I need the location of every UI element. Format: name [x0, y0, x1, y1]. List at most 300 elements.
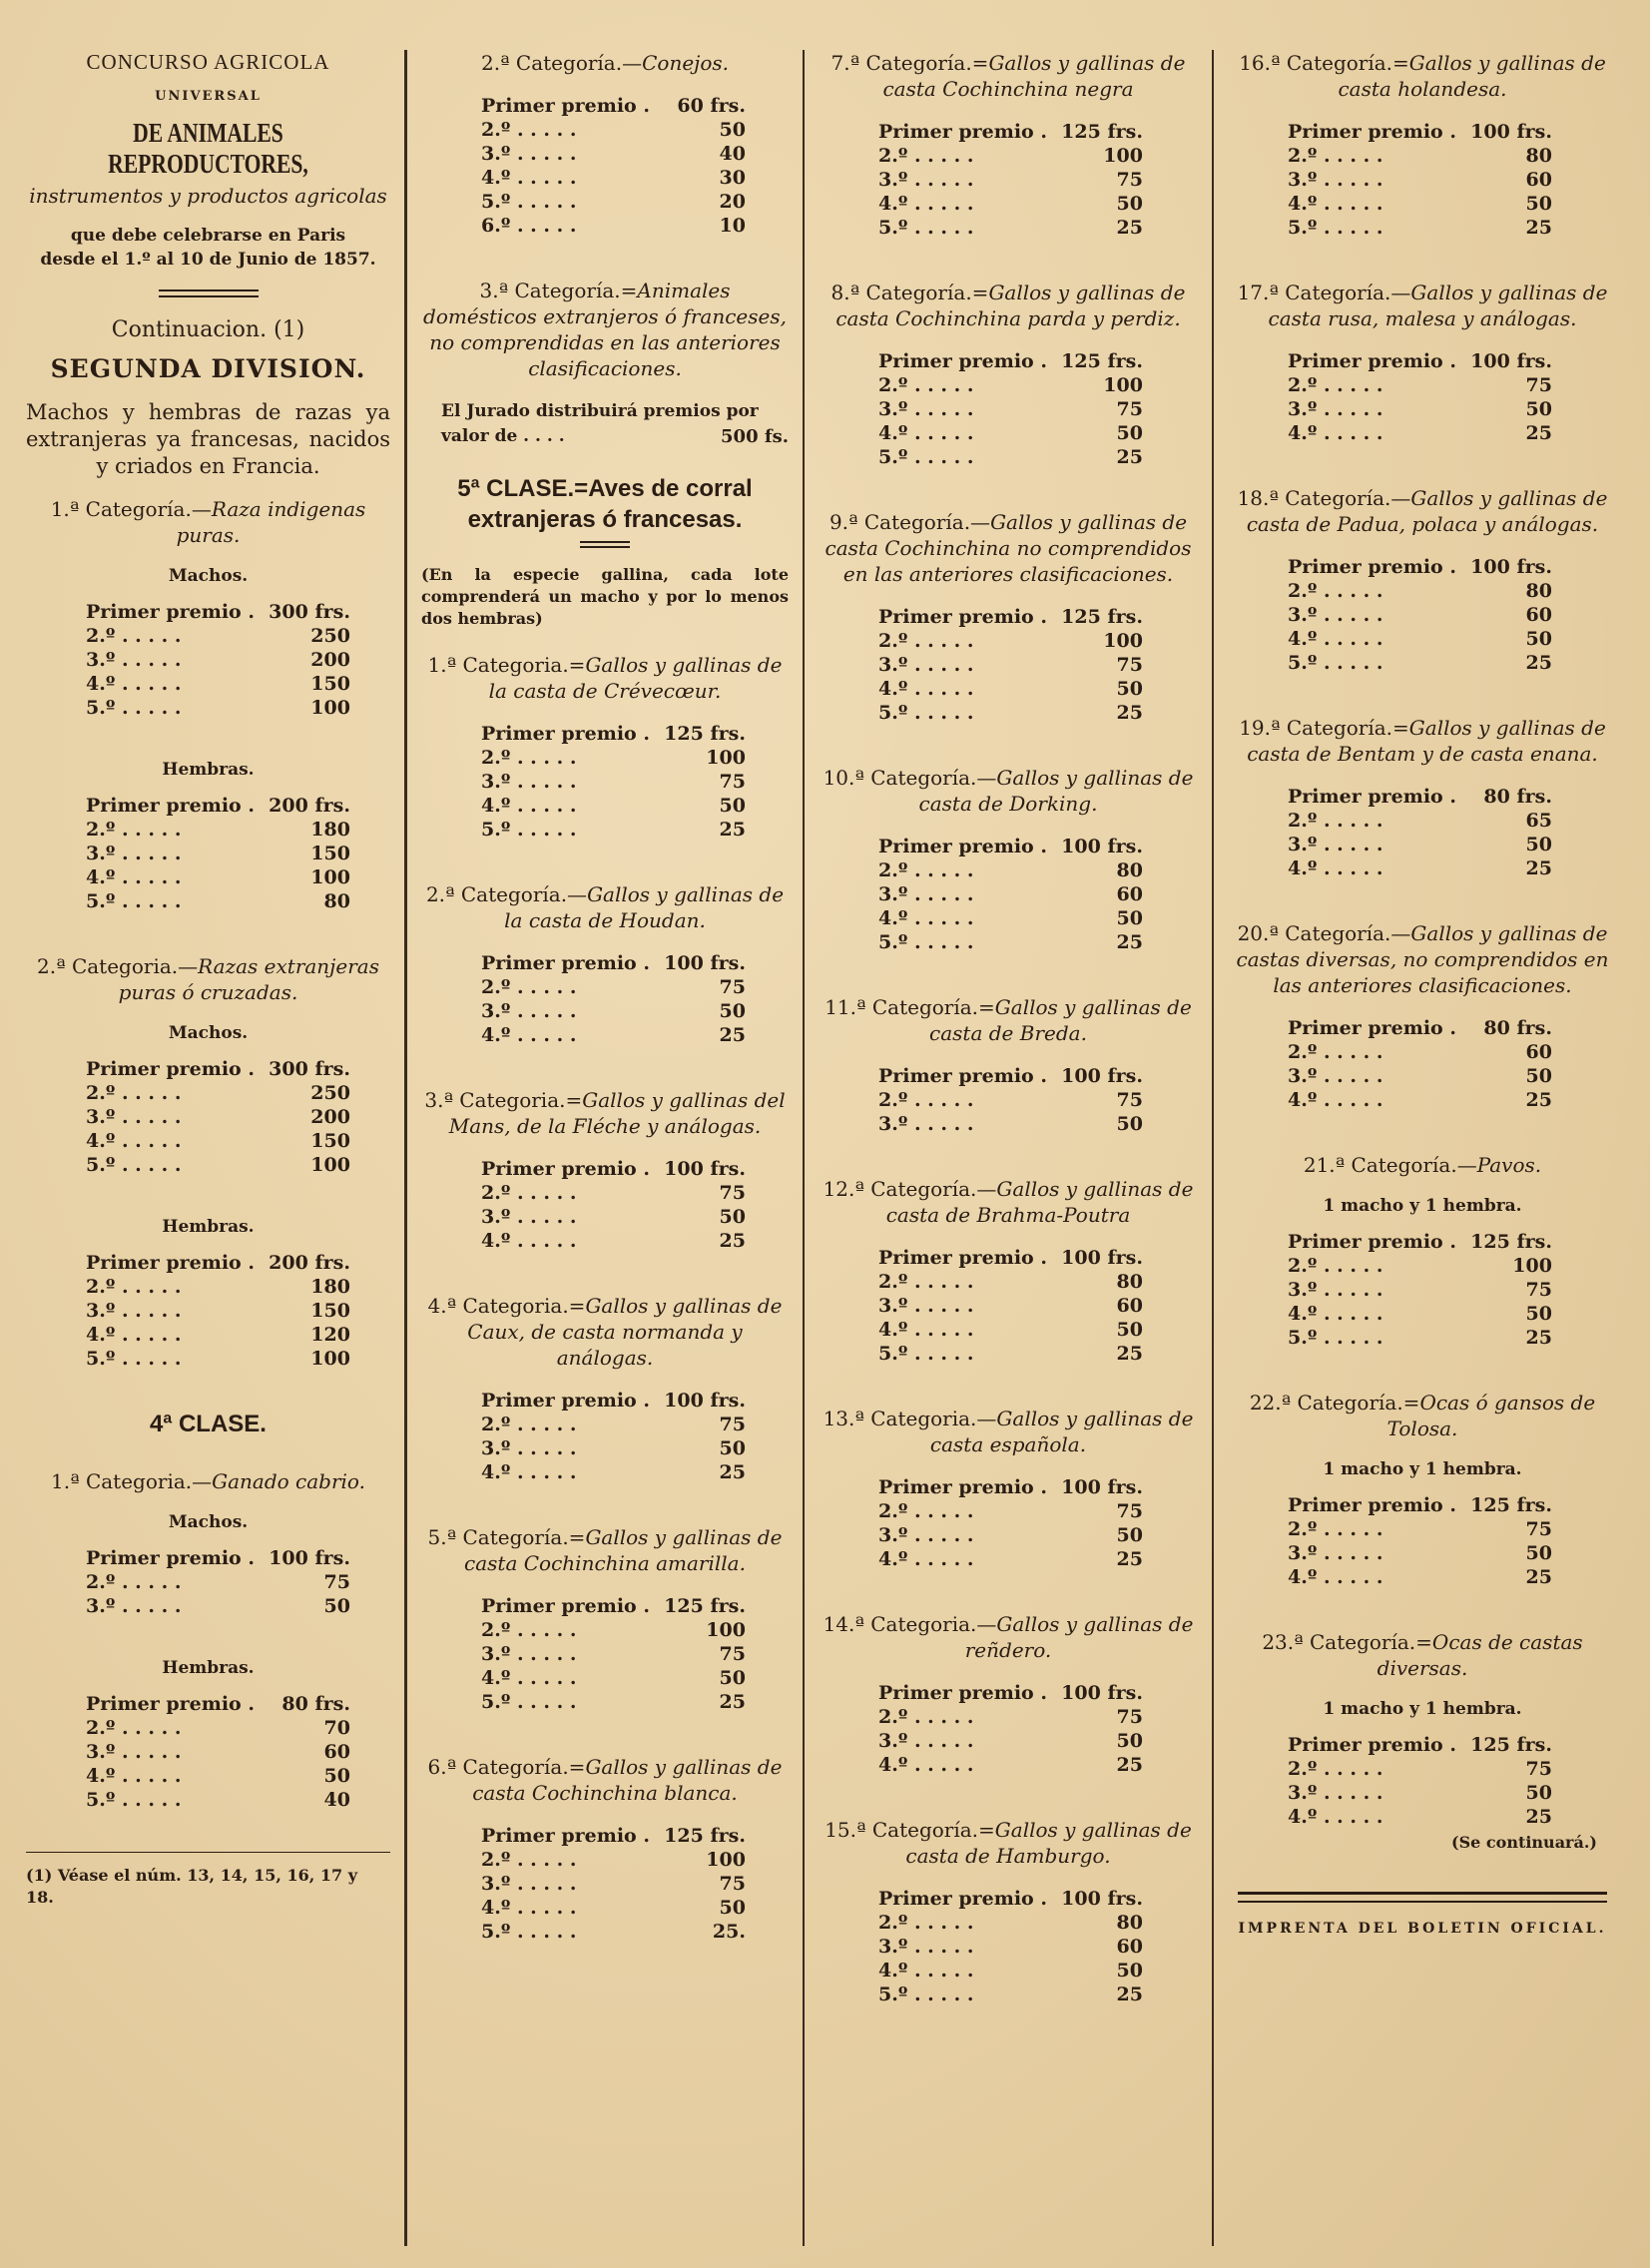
prize-table: [1288, 1016, 1552, 1112]
prize-row: [86, 1546, 350, 1570]
lot-composition: 1 macho y 1 hembra.: [1323, 1459, 1522, 1479]
clase-5-heading: 5ª CLASE.=Aves de corral extranjeras ó francesas.: [457, 475, 753, 533]
prize-row: [481, 1460, 746, 1484]
hembras-label: Hembras.: [162, 1217, 255, 1237]
prize-table: [878, 835, 1143, 954]
prize-place: Primer premio .: [481, 723, 650, 745]
prize-table: [878, 349, 1143, 469]
category-heading: 20.ª Categoría.—Gallos y gallinas de castas diversas, no comprendidos en las anteriores clasificaciones.: [1236, 921, 1609, 997]
category-heading: 22.ª Categoría.=Ocas ó gansos de Tolosa.: [1249, 1391, 1596, 1440]
prize-row: [1288, 120, 1552, 144]
prize-table: [86, 1546, 350, 1618]
prize-place: 6.º . . . . .: [481, 215, 577, 237]
prize-amount: 50: [719, 1437, 746, 1459]
prize-row: [878, 1064, 1143, 1088]
prize-table: [1288, 1230, 1552, 1350]
prize-amount: 75: [1116, 1706, 1143, 1728]
machos-label: Machos.: [168, 1023, 249, 1043]
prize-amount: 25: [1525, 652, 1552, 674]
prize-row: [878, 930, 1143, 954]
prize-amount: 50: [1116, 1524, 1143, 1546]
prize-row: [878, 144, 1143, 168]
prize-amount: 50: [1116, 422, 1143, 444]
prize-row: [481, 1690, 746, 1714]
prize-place: 2.º . . . . .: [878, 1089, 974, 1111]
prize-row: [481, 1666, 746, 1690]
prize-row: [878, 1959, 1143, 1983]
prize-amount: 150: [310, 673, 350, 695]
prize-place: 3.º . . . . .: [878, 398, 974, 420]
prize-table: [86, 794, 350, 913]
prize-amount: 80: [1116, 859, 1143, 881]
header-line-5: que debe celebrarse en Paris: [70, 226, 346, 246]
jury-text: El Jurado distribuirá premios por valor de . . . . 500 fs.: [441, 401, 789, 447]
prize-row: [1288, 785, 1552, 809]
prize-amount: 80 frs.: [1483, 786, 1552, 808]
prize-row: [481, 1436, 746, 1460]
prize-place: Primer premio .: [1288, 1231, 1456, 1253]
prize-place: 3.º . . . . .: [878, 1113, 974, 1135]
prize-amount: 125 frs.: [664, 1825, 746, 1847]
prize-row: [878, 1475, 1143, 1499]
hembras-label: Hembras.: [162, 760, 255, 780]
prize-row: [1288, 1254, 1552, 1278]
prize-row: [86, 600, 350, 624]
prize-row: [1288, 1757, 1552, 1781]
prize-row: [1288, 421, 1552, 445]
prize-amount: 65: [1525, 810, 1552, 832]
prize-amount: 100 frs.: [1470, 121, 1552, 143]
prize-row: [1288, 833, 1552, 856]
prize-amount: 250: [310, 625, 350, 647]
prize-place: 5.º . . . . .: [1288, 1327, 1383, 1349]
prize-amount: 150: [310, 1300, 350, 1322]
header-line-2: UNIVERSAL: [155, 89, 262, 104]
prize-place: 4.º . . . . .: [878, 1548, 974, 1570]
prize-place: 2.º . . . . .: [1288, 810, 1383, 832]
prize-place: 4.º . . . . .: [86, 866, 182, 888]
prize-row: [1288, 1088, 1552, 1112]
prize-place: 3.º . . . . .: [481, 1873, 577, 1895]
prize-place: 4.º . . . . .: [86, 1324, 182, 1346]
prize-table: [481, 94, 746, 238]
header-line-3: DE ANIMALES REPRODUCTORES,: [108, 118, 308, 179]
prize-place: 5.º . . . . .: [878, 217, 974, 239]
prize-row: [1288, 1326, 1552, 1350]
prize-row: [481, 214, 746, 238]
prize-row: [1288, 627, 1552, 651]
prize-place: 4.º . . . . .: [1288, 422, 1383, 444]
prize-row: [481, 142, 746, 166]
prize-place: Primer premio .: [878, 1476, 1047, 1498]
prize-row: [86, 1788, 350, 1812]
prize-row: [878, 1246, 1143, 1270]
prize-row: [86, 1129, 350, 1153]
prize-row: [1288, 373, 1552, 397]
prize-row: [878, 1112, 1143, 1136]
prize-amount: 40: [323, 1789, 350, 1811]
prize-place: Primer premio .: [481, 1158, 650, 1180]
prize-amount: 25: [1116, 1343, 1143, 1365]
lot-composition: 1 macho y 1 hembra.: [1323, 1699, 1522, 1719]
prize-amount: 50: [719, 1897, 746, 1919]
prize-place: Primer premio .: [878, 606, 1047, 628]
prize-amount: 100: [706, 1619, 746, 1641]
column-1: [12, 50, 407, 2246]
prize-place: 4.º . . . . .: [86, 1130, 182, 1152]
prize-row: [878, 835, 1143, 858]
prize-row: [878, 168, 1143, 192]
prize-amount: 60: [1525, 604, 1552, 626]
prize-place: 4.º . . . . .: [878, 678, 974, 700]
prize-amount: 80: [1116, 1912, 1143, 1934]
prize-row: [1288, 1541, 1552, 1565]
prize-amount: 100: [1103, 145, 1143, 167]
prize-place: 3.º . . . . .: [86, 1106, 182, 1128]
prize-place: 3.º . . . . .: [878, 1524, 974, 1546]
prize-row: [878, 1705, 1143, 1729]
category-heading: 9.ª Categoría.—Gallos y gallinas de casta Cochinchina no comprendidos en las anteriores clasificaciones.: [825, 510, 1192, 586]
prize-row: [481, 1618, 746, 1642]
prize-row: [481, 1642, 746, 1666]
prize-place: 3.º . . . . .: [86, 1300, 182, 1322]
prize-place: Primer premio .: [878, 1682, 1047, 1704]
prize-place: 4.º . . . . .: [481, 795, 577, 817]
prize-row: [878, 701, 1143, 725]
prize-amount: 80 frs.: [1483, 1017, 1552, 1039]
prize-amount: 50: [719, 119, 746, 141]
prize-amount: 100 frs.: [1061, 1888, 1143, 1910]
prize-amount: 100 frs.: [1061, 1682, 1143, 1704]
prize-row: [878, 120, 1143, 144]
prize-amount: 125 frs.: [1061, 350, 1143, 372]
prize-row: [481, 1023, 746, 1047]
prize-amount: 50: [1116, 1113, 1143, 1135]
prize-table: [1288, 1733, 1552, 1829]
category-heading: 14.ª Categoria.—Gallos y gallinas de reñdero.: [823, 1612, 1194, 1662]
prize-place: Primer premio .: [1288, 556, 1456, 578]
prize-amount: 75: [719, 1873, 746, 1895]
prize-amount: 150: [310, 843, 350, 864]
prize-row: [86, 818, 350, 842]
prize-amount: 80: [1525, 145, 1552, 167]
prize-place: 5.º . . . . .: [878, 1984, 974, 2005]
prize-place: 5.º . . . . .: [481, 191, 577, 213]
prize-place: 2.º . . . . .: [86, 1717, 182, 1739]
prize-amount: 100 frs.: [1470, 350, 1552, 372]
prize-place: 3.º . . . . .: [481, 1437, 577, 1459]
prize-row: [481, 975, 746, 999]
prize-amount: 50: [1116, 1960, 1143, 1982]
prize-row: [481, 1824, 746, 1848]
prize-place: 5.º . . . . .: [86, 697, 182, 719]
prize-amount: 50: [1525, 834, 1552, 855]
prize-row: [86, 1594, 350, 1618]
prize-place: 4.º . . . . .: [878, 1319, 974, 1341]
prize-row: [1288, 856, 1552, 880]
category-heading: 1.ª Categoria.—Ganado cabrio.: [51, 1469, 365, 1493]
prize-place: 3.º . . . . .: [481, 1000, 577, 1022]
prize-table: [1288, 785, 1552, 880]
prize-place: 2.º . . . . .: [481, 1619, 577, 1641]
prize-table: [878, 605, 1143, 725]
prize-amount: 50: [1525, 1782, 1552, 1804]
category-heading: 15.ª Categoría.=Gallos y gallinas de casta de Hamburgo.: [825, 1818, 1192, 1868]
prize-amount: 60: [1525, 169, 1552, 191]
column-2: [407, 50, 803, 2246]
prize-table: [481, 1157, 746, 1253]
prize-row: [86, 1347, 350, 1371]
prize-place: Primer premio .: [1288, 786, 1456, 808]
prize-table: [481, 1594, 746, 1714]
prize-amount: 120: [310, 1324, 350, 1346]
prize-amount: 25: [719, 1230, 746, 1252]
prize-table: [86, 1251, 350, 1371]
prize-place: 3.º . . . . .: [481, 1206, 577, 1228]
prize-amount: 250: [310, 1082, 350, 1104]
prize-row: [481, 1896, 746, 1920]
prize-amount: 50: [719, 795, 746, 817]
prize-row: [878, 1523, 1143, 1547]
prize-row: [878, 677, 1143, 701]
prize-row: [1288, 1805, 1552, 1829]
hembras-label: Hembras.: [162, 1658, 255, 1678]
prize-place: Primer premio .: [481, 95, 650, 117]
prize-row: [1288, 603, 1552, 627]
prize-place: 2.º . . . . .: [1288, 1518, 1383, 1540]
prize-place: 3.º . . . . .: [481, 1643, 577, 1665]
prize-amount: 100: [1512, 1255, 1552, 1277]
double-rule-small: [580, 541, 630, 548]
prize-place: 5.º . . . . .: [1288, 652, 1383, 674]
prize-amount: 125 frs.: [664, 723, 746, 745]
prize-place: 2.º . . . . .: [481, 976, 577, 998]
prize-row: [878, 373, 1143, 397]
machos-label: Machos.: [168, 1512, 249, 1532]
header-line-4: instrumentos y productos agricolas: [29, 184, 387, 208]
prize-row: [86, 842, 350, 865]
prize-amount: 75: [1116, 1500, 1143, 1522]
prize-row: [1288, 216, 1552, 240]
prize-amount: 80 frs.: [281, 1693, 350, 1715]
prize-row: [878, 216, 1143, 240]
prize-amount: 100: [310, 1154, 350, 1176]
prize-row: [878, 906, 1143, 930]
prize-amount: 50: [1116, 678, 1143, 700]
prize-amount: 150: [310, 1130, 350, 1152]
prize-table: [481, 951, 746, 1047]
prize-amount: 50: [1525, 1542, 1552, 1564]
prize-place: 4.º . . . . .: [1288, 628, 1383, 650]
se-continuara: (Se continuará.): [1451, 1833, 1597, 1852]
prize-place: 5.º . . . . .: [878, 1343, 974, 1365]
prize-row: [878, 629, 1143, 653]
prize-amount: 25: [1116, 1984, 1143, 2005]
prize-amount: 25: [719, 819, 746, 841]
prize-amount: 80: [1116, 1271, 1143, 1293]
prize-row: [86, 1692, 350, 1716]
prize-amount: 80: [323, 890, 350, 912]
prize-row: [86, 1570, 350, 1594]
prize-table: [1288, 555, 1552, 675]
prize-row: [481, 1157, 746, 1181]
prize-row: [481, 1205, 746, 1229]
prize-row: [878, 1547, 1143, 1571]
category-heading: 3.ª Categoria.=Gallos y gallinas del Mans, de la Fléche y análogas.: [424, 1088, 786, 1138]
prize-row: [878, 858, 1143, 882]
prize-amount: 75: [1525, 1518, 1552, 1540]
prize-amount: 50: [1116, 907, 1143, 929]
end-rule: [1238, 1892, 1607, 1903]
prize-amount: 75: [1116, 169, 1143, 191]
prize-place: 2.º . . . . .: [481, 1414, 577, 1435]
prize-amount: 60 frs.: [677, 95, 746, 117]
prize-place: 2.º . . . . .: [1288, 145, 1383, 167]
prize-amount: 50: [1116, 193, 1143, 215]
category-heading: 18.ª Categoría.—Gallos y gallinas de casta de Padua, polaca y análogas.: [1237, 486, 1608, 536]
prize-row: [481, 746, 746, 770]
prize-place: 2.º . . . . .: [86, 1082, 182, 1104]
prize-place: 3.º . . . . .: [1288, 604, 1383, 626]
prize-place: 3.º . . . . .: [1288, 834, 1383, 855]
prize-place: 5.º . . . . .: [86, 1154, 182, 1176]
prize-row: [1288, 349, 1552, 373]
prize-amount: 25: [1525, 1806, 1552, 1828]
prize-amount: 25: [1116, 1548, 1143, 1570]
lot-composition: 1 macho y 1 hembra.: [1323, 1196, 1522, 1216]
category-heading: 7.ª Categoría.=Gallos y gallinas de casta Cochinchina negra: [830, 51, 1186, 101]
prize-place: 5.º . . . . .: [481, 1691, 577, 1713]
prize-place: 4.º . . . . .: [481, 1667, 577, 1689]
prize-place: 2.º . . . . .: [481, 1849, 577, 1871]
prize-row: [878, 397, 1143, 421]
prize-place: 3.º . . . . .: [878, 1295, 974, 1317]
category-heading: 2.ª Categoria.—Razas extranjeras puras ó cruzadas.: [37, 954, 379, 1004]
prize-row: [86, 1251, 350, 1275]
category-heading: 4.ª Categoria.=Gallos y gallinas de Caux, de casta normanda y análogas.: [427, 1294, 783, 1370]
prize-amount: 50: [323, 1765, 350, 1787]
prize-amount: 50: [719, 1206, 746, 1228]
prize-place: 3.º . . . . .: [481, 143, 577, 165]
prize-place: Primer premio .: [481, 1390, 650, 1412]
prize-row: [481, 1181, 746, 1205]
prize-place: 3.º . . . . .: [1288, 1782, 1383, 1804]
prize-place: 4.º . . . . .: [481, 167, 577, 189]
prize-amount: 25: [719, 1024, 746, 1046]
prize-table: [86, 600, 350, 720]
prize-amount: 100: [310, 697, 350, 719]
prize-place: Primer premio .: [481, 1825, 650, 1847]
prize-amount: 75: [719, 1643, 746, 1665]
prize-place: Primer premio .: [878, 1888, 1047, 1910]
prize-row: [878, 1270, 1143, 1294]
prize-place: 4.º . . . . .: [878, 422, 974, 444]
prize-table: [878, 1475, 1143, 1571]
prize-row: [1288, 1016, 1552, 1040]
prize-place: 3.º . . . . .: [1288, 169, 1383, 191]
prize-place: 5.º . . . . .: [878, 702, 974, 724]
prize-place: Primer premio .: [1288, 350, 1456, 372]
prize-row: [481, 94, 746, 118]
prize-amount: 25: [719, 1461, 746, 1483]
prize-place: 2.º . . . . .: [1288, 374, 1383, 396]
prize-amount: 75: [719, 771, 746, 793]
prize-place: 2.º . . . . .: [878, 1500, 974, 1522]
prize-amount: 75: [719, 1414, 746, 1435]
prize-place: Primer premio .: [86, 1547, 255, 1569]
prize-amount: 100 frs.: [269, 1547, 350, 1569]
prize-amount: 125 frs.: [1470, 1494, 1552, 1516]
prize-place: 2.º . . . . .: [878, 1706, 974, 1728]
category-heading: 21.ª Categoría.—Pavos.: [1303, 1153, 1542, 1177]
prize-place: Primer premio .: [1288, 121, 1456, 143]
prize-amount: 100 frs.: [664, 1158, 746, 1180]
prize-amount: 50: [1525, 398, 1552, 420]
prize-place: 5.º . . . . .: [878, 446, 974, 468]
prize-place: 4.º . . . . .: [1288, 1303, 1383, 1325]
prize-place: 4.º . . . . .: [481, 1897, 577, 1919]
machos-label: Machos.: [168, 566, 249, 586]
prize-place: 5.º . . . . .: [86, 1789, 182, 1811]
prize-amount: 75: [719, 976, 746, 998]
prize-place: 4.º . . . . .: [878, 193, 974, 215]
prize-row: [878, 1318, 1143, 1342]
prize-amount: 25: [1116, 931, 1143, 953]
prize-table: [878, 1064, 1143, 1136]
prize-row: [86, 672, 350, 696]
footnote-rule: [26, 1852, 390, 1853]
prize-row: [1288, 809, 1552, 833]
prize-amount: 25: [1116, 702, 1143, 724]
prize-place: 4.º . . . . .: [878, 907, 974, 929]
prize-amount: 25: [1525, 217, 1552, 239]
prize-amount: 50: [1525, 193, 1552, 215]
prize-row: [1288, 144, 1552, 168]
prize-row: [86, 1716, 350, 1740]
prize-table: [878, 1887, 1143, 2006]
prize-place: 2.º . . . . .: [878, 1912, 974, 1934]
prize-amount: 125 frs.: [664, 1595, 746, 1617]
prize-amount: 100: [1103, 630, 1143, 652]
prize-row: [1288, 168, 1552, 192]
prize-place: Primer premio .: [1288, 1494, 1456, 1516]
prize-amount: 80: [1525, 580, 1552, 602]
prize-amount: 25: [1116, 1754, 1143, 1776]
prize-row: [481, 166, 746, 190]
prize-place: 4.º . . . . .: [481, 1230, 577, 1252]
prize-amount: 10: [719, 215, 746, 237]
prize-table: [481, 1824, 746, 1944]
prize-place: 4.º . . . . .: [86, 673, 182, 695]
prize-amount: 100 frs.: [1061, 836, 1143, 857]
prize-row: [481, 770, 746, 794]
prize-row: [878, 1499, 1143, 1523]
prize-row: [1288, 1565, 1552, 1589]
prize-place: 4.º . . . . .: [481, 1024, 577, 1046]
prize-place: Primer premio .: [86, 1058, 255, 1080]
prize-place: Primer premio .: [878, 1247, 1047, 1269]
prize-row: [878, 1887, 1143, 1911]
category-heading: 17.ª Categoría.—Gallos y gallinas de casta rusa, malesa y análogas.: [1237, 281, 1608, 330]
prize-place: 2.º . . . . .: [878, 1271, 974, 1293]
double-rule: [159, 289, 259, 297]
prize-place: 3.º . . . . .: [878, 883, 974, 905]
category-heading: 1.ª Categoria.=Gallos y gallinas de la casta de Crévecœur.: [427, 653, 783, 703]
prize-amount: 50: [719, 1667, 746, 1689]
prize-row: [878, 445, 1143, 469]
prize-amount: 75: [1525, 1279, 1552, 1301]
prize-place: 2.º . . . . .: [481, 1182, 577, 1204]
